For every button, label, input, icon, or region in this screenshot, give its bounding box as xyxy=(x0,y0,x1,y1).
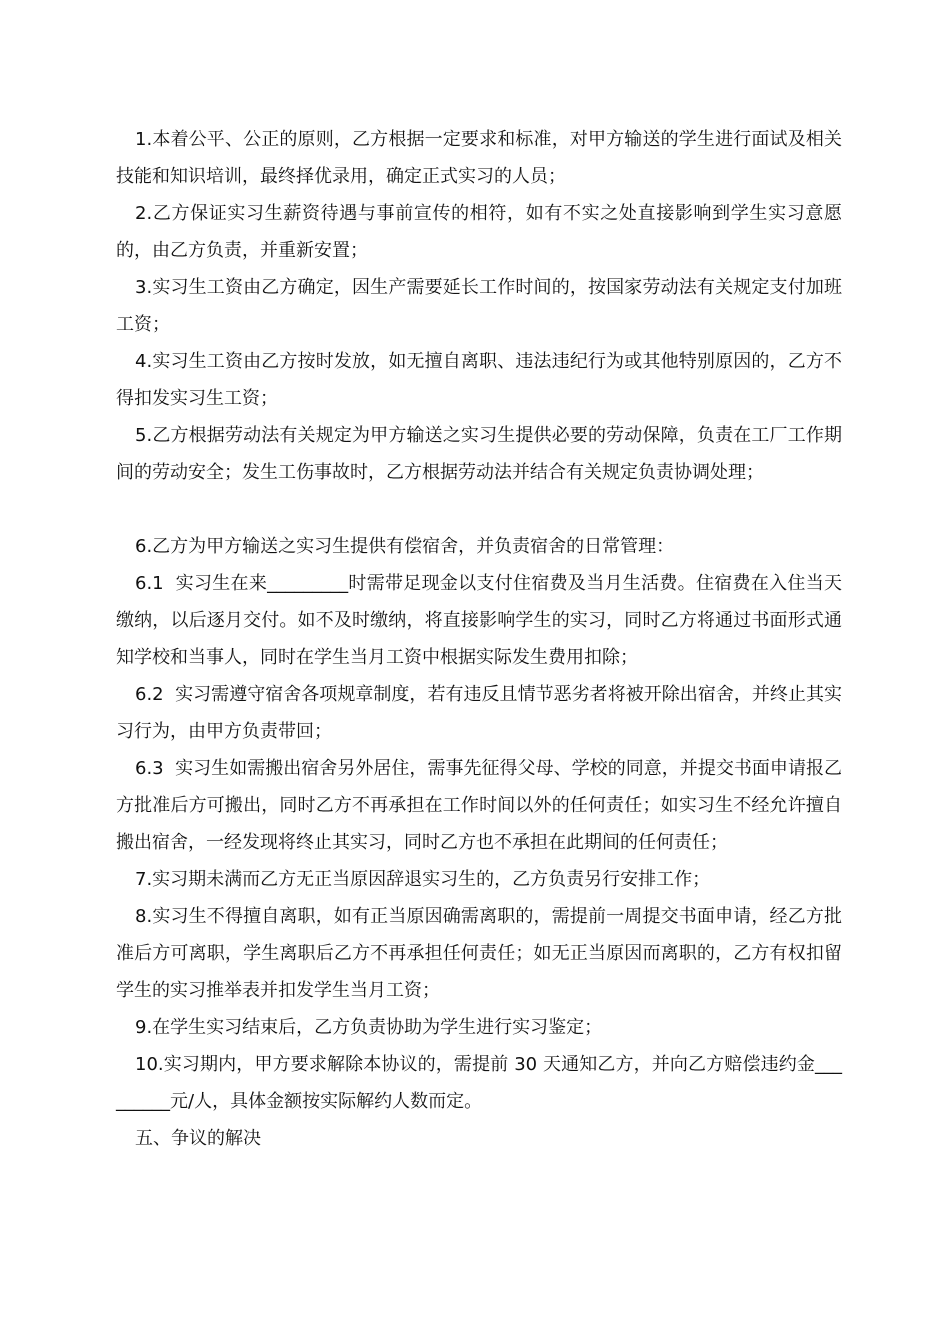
clause-3: 3.实习生工资由乙方确定，因生产需要延长工作时间的，按国家劳动法有关规定支付加班工资； xyxy=(116,277,842,335)
clause-8: 8.实习生不得擅自离职，如有正当原因确需离职的，需提前一周提交书面申请，经乙方批准后方可离职，学生离职后乙方不再承担任何责任；如无正当原因而离职的，乙方有权扣留学生的实习推举表并扣发学生当月工资； xyxy=(116,906,842,1001)
clause-4: 4.实习生工资由乙方按时发放，如无擅自离职、违法违纪行为或其他特别原因的，乙方不得扣发实习生工资； xyxy=(116,351,842,409)
document-body xyxy=(116,121,842,1157)
clause-1: 1.本着公平、公正的原则，乙方根据一定要求和标准，对甲方输送的学生进行面试及相关技能和知识培训，最终择优录用，确定正式实习的人员； xyxy=(116,129,842,187)
clause-2: 2.乙方保证实习生薪资待遇与事前宣传的相符，如有不实之处直接影响到学生实习意愿的，由乙方负责，并重新安置； xyxy=(116,203,842,261)
clause-6-2: 6.2 实习需遵守宿舍各项规章制度，若有违反且情节恶劣者将被开除出宿舍，并终止其实习行为，由甲方负责带回； xyxy=(116,684,842,742)
clause-6-3: 6.3 实习生如需搬出宿舍另外居住，需事先征得父母、学校的同意，并提交书面申请报乙方批准后方可搬出，同时乙方不再承担在工作时间以外的任何责任；如实习生不经允许擅自搬出宿舍，一经发现将终止其实习，同时乙方也不承担在此期间的任何责任； xyxy=(116,758,842,853)
blank-line xyxy=(116,491,842,528)
clause-6-1: 6.1 实习生在来_________时需带足现金以支付住宿费及当月生活费。住宿费在入住当天缴纳，以后逐月交付。如不及时缴纳，将直接影响学生的实习，同时乙方将通过书面形式通知学校和当事人，同时在学生当月工资中根据实际发生费用扣除； xyxy=(116,573,842,668)
clause-5: 5.乙方根据劳动法有关规定为甲方输送之实习生提供必要的劳动保障，负责在工厂工作期间的劳动安全；发生工伤事故时，乙方根据劳动法并结合有关规定负责协调处理； xyxy=(116,425,842,483)
clause-7: 7.实习期未满而乙方无正当原因辞退实习生的，乙方负责另行安排工作； xyxy=(135,869,711,890)
section-heading-dispute-resolution: 五、争议的解决 xyxy=(135,1128,261,1149)
clause-6: 6.乙方为甲方输送之实习生提供有偿宿舍，并负责宿舍的日常管理： xyxy=(135,536,675,557)
clause-9: 9.在学生实习结束后，乙方负责协助为学生进行实习鉴定； xyxy=(135,1017,603,1038)
clause-10: 10.实习期内，甲方要求解除本协议的，需提前 30 天通知乙方，并向乙方赔偿违约金_________元/人，具体金额按实际解约人数而定。 xyxy=(116,1054,842,1112)
